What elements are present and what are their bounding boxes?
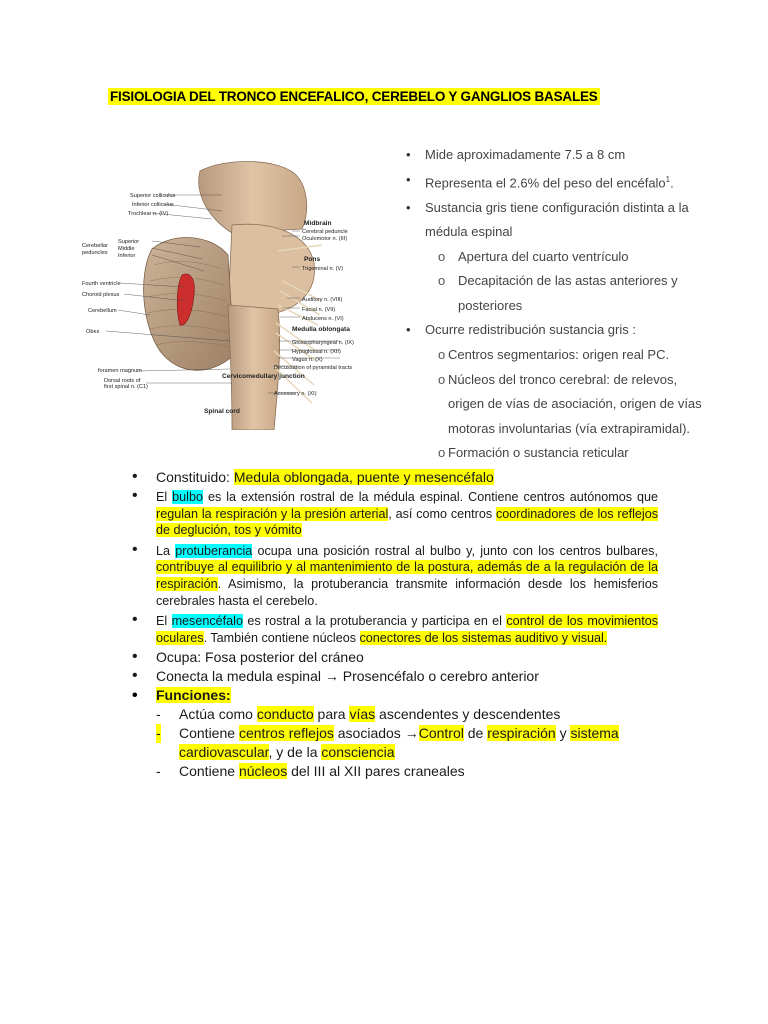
function-item: - Contiene centros reflejos asociados →Control de respiración y sistema cardiovascular, y de la consciencia xyxy=(132,724,658,762)
list-item: • Sustancia gris tiene configuración distinta a la xyxy=(403,196,738,221)
label-abducens: Abducens n. (VI) xyxy=(302,316,344,322)
sub-list-item: o Centros segmentarios: origen real PC. xyxy=(403,343,738,368)
list-item-conecta: • Conecta la medula espinal → Prosencéfalo o cerebro anterior xyxy=(132,667,658,686)
page-title: FISIOLOGIA DEL TRONCO ENCEFALICO, CEREBELO Y GANGLIOS BASALES xyxy=(110,89,598,104)
label-cerebellar: Cerebellar xyxy=(82,243,108,249)
label-trigeminal: Trigeminal n. (V) xyxy=(302,266,344,272)
list-item-mesencefalo: • El mesencéfalo es rostral a la protuberancia y participa en el control de los movimientos oculares. También contiene núcleos conectores de los sistemas auditivo y visual. xyxy=(132,613,658,646)
label-midbrain: Midbrain xyxy=(304,220,332,227)
label-dorsal-roots-1: Dorsal roots of xyxy=(104,378,141,384)
label-trochlear: Trochlear n. (IV) xyxy=(128,211,169,217)
label-spinal-cord: Spinal cord xyxy=(204,408,240,415)
label-cervicomedullary: Cervicomedullary junction xyxy=(222,373,305,380)
label-pons: Pons xyxy=(304,256,321,263)
label-inferior-colliculus: Inferior colliculus xyxy=(132,202,174,208)
label-obex: Obex xyxy=(86,329,100,335)
label-hypoglossal: Hypoglossal n. (XII) xyxy=(292,349,341,355)
label-dorsal-roots-2: first spinal n. (C1) xyxy=(104,384,148,390)
label-medulla-oblongata: Medulla oblongata xyxy=(292,326,350,333)
list-item: • Mide aproximadamente 7.5 a 8 cm xyxy=(403,143,738,168)
label-superior-colliculus: Superior colliculus xyxy=(130,193,176,199)
list-item-ocupa: • Ocupa: Fosa posterior del cráneo xyxy=(132,648,658,667)
label-facial: Facial n. (VII) xyxy=(302,307,336,313)
sub-list-item: o Formación o sustancia reticular xyxy=(403,441,738,466)
label-cerebellum: Cerebellum xyxy=(88,308,117,314)
label-choroid-plexus: Choroid plexus xyxy=(82,292,120,298)
label-fourth-ventricle: Fourth ventricle xyxy=(82,281,121,287)
sub-list-item: o Decapitación de las astas anteriores y xyxy=(403,269,738,294)
sub-list-item-continuation: posteriores xyxy=(458,297,523,313)
summary-bullet-list xyxy=(403,143,738,466)
function-item: - Actúa como conducto para vías ascendentes y descendentes xyxy=(132,705,658,724)
main-bullet-list xyxy=(132,468,658,781)
label-decussation: Decussation of pyramidal tracts xyxy=(274,365,353,371)
list-item-continuation: médula espinal xyxy=(425,224,513,240)
list-item-bulbo: • El bulbo es la extensión rostral de la médula espinal. Contiene centros autónomos que regulan la respiración y la presión arterial, así como centros coordinadores de los reflejos de deglución, tos y vómito xyxy=(132,489,658,539)
label-accessory: Accessory n. (XI) xyxy=(274,391,317,397)
label-auditory: Auditory n. (VIII) xyxy=(302,297,343,303)
list-item-protuberancia: • La protuberancia ocupa una posición rostral al bulbo y, junto con los centros bulbares, contribuye al equilibrio y al mantenimiento de la postura, además de a la regulación de la respiración. Asimismo, la protuberancia transmite información desde los hemisferios cerebrales hasta el cerebelo. xyxy=(132,543,658,609)
label-foramen-magnum: foramen magnum xyxy=(98,368,142,374)
label-peduncles: peduncles xyxy=(82,250,108,256)
list-item-funciones: • Funciones: xyxy=(132,686,658,705)
list-item-constituido: • Constituido: Medula oblongada, puente y mesencéfalo xyxy=(132,468,658,487)
sub-list-item-continuation: origen de vías de asociación, origen de vías xyxy=(448,396,702,412)
sub-list-item: o Apertura del cuarto ventrículo xyxy=(403,245,738,270)
label-superior: Superior xyxy=(118,239,140,245)
list-item: • Ocurre redistribución sustancia gris : xyxy=(403,318,738,343)
function-item: - Contiene núcleos del III al XII pares craneales xyxy=(132,762,658,781)
label-middle: Middle xyxy=(118,246,135,252)
label-oculomotor: Oculomotor n. (III) xyxy=(302,236,348,242)
label-glossopharyngeal: Glossopharyngeal n. (IX) xyxy=(292,340,354,346)
list-item: • Representa el 2.6% del peso del encéfalo$^1$. xyxy=(403,168,738,196)
label-vagus: Vagus n. (X) xyxy=(292,357,323,363)
label-inferior: Inferior xyxy=(118,253,136,259)
label-cerebral-peduncle: Cerebral peduncle xyxy=(302,229,348,235)
sub-list-item-continuation: motoras involuntarias (vía extrapiramidal). xyxy=(448,420,691,436)
sub-list-item: o Núcleos del tronco cerebral: de relevos, xyxy=(403,368,738,393)
brainstem-illustration xyxy=(82,155,374,430)
